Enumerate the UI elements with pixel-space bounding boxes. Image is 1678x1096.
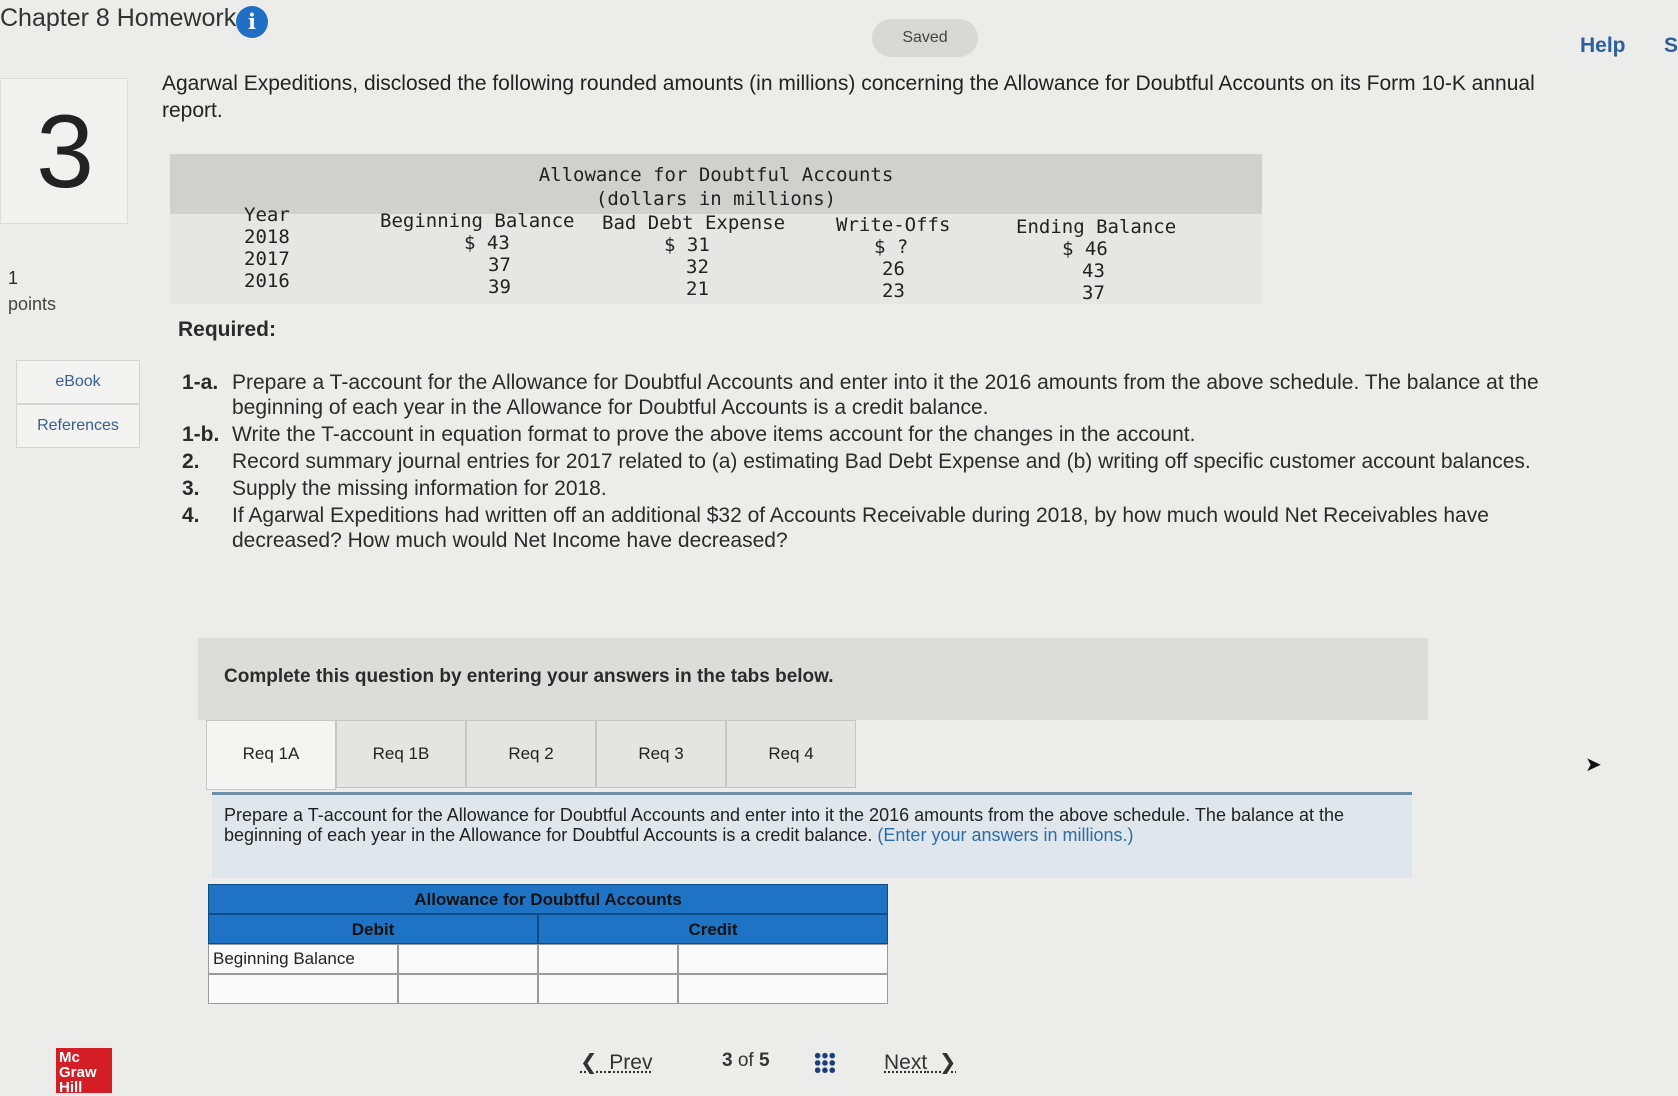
t-account-credit-header: Credit bbox=[538, 914, 888, 944]
required-item-number: 1-b. bbox=[182, 423, 220, 446]
schedule-cell: $ 31 bbox=[664, 234, 710, 256]
credit-amount-input[interactable] bbox=[678, 944, 888, 974]
schedule-cell: $ ? bbox=[874, 236, 909, 258]
schedule-cell: $ 43 bbox=[464, 232, 510, 254]
required-item bbox=[182, 370, 1582, 420]
credit-amount-input[interactable] bbox=[678, 974, 888, 1004]
question-number: 3 bbox=[36, 94, 94, 210]
schedule-cell: 37 bbox=[488, 254, 511, 276]
schedule-cell: 2018 bbox=[244, 226, 290, 248]
prev-button[interactable] bbox=[580, 1050, 652, 1075]
schedule-header-ending: Ending Balance bbox=[1016, 216, 1177, 238]
question-intro: Agarwal Expeditions, disclosed the following rounded amounts (in millions) concerning the Allowance for Doubtful Accounts on its Form 10-K annual report. bbox=[162, 72, 1535, 122]
schedule-cell: 2017 bbox=[244, 248, 290, 270]
tabs-instruction-panel bbox=[198, 638, 1428, 720]
credit-label-input[interactable] bbox=[538, 974, 678, 1004]
instructions-note: (Enter your answers in millions.) bbox=[877, 825, 1134, 845]
tab-req-4[interactable]: Req 4 bbox=[726, 720, 856, 788]
credit-label-field[interactable] bbox=[539, 945, 677, 973]
required-list bbox=[182, 370, 1582, 555]
ebook-button[interactable]: eBook bbox=[16, 360, 140, 404]
tab-req-1b[interactable]: Req 1B bbox=[336, 720, 466, 788]
question-number-box bbox=[0, 78, 128, 224]
credit-amount-field[interactable] bbox=[679, 945, 887, 973]
required-item-text: Prepare a T-account for the Allowance for Doubtful Accounts and enter into it the 2016 amounts from the above schedule. The balance at the beginning of each year in the Allowance for Doubtful Accounts is a credit balance. bbox=[232, 371, 1539, 419]
schedule-subtitle: (dollars in millions) bbox=[595, 188, 837, 210]
info-icon[interactable]: i bbox=[236, 6, 268, 38]
schedule-header-year: Year bbox=[244, 204, 290, 226]
debit-amount-input[interactable] bbox=[398, 944, 538, 974]
assignment-title: Chapter 8 Homework bbox=[0, 4, 237, 32]
grid-icon[interactable] bbox=[814, 1052, 836, 1074]
schedule-cell: 26 bbox=[882, 258, 905, 280]
required-item bbox=[182, 503, 1582, 553]
prev-label: Prev bbox=[609, 1051, 653, 1074]
required-heading: Required: bbox=[178, 318, 277, 341]
chevron-right-icon: ❯ bbox=[927, 1051, 957, 1074]
publisher-logo: Mc Graw Hill bbox=[56, 1048, 112, 1093]
of-label: of bbox=[737, 1050, 754, 1071]
references-button[interactable]: References bbox=[16, 404, 140, 448]
t-account-debit-header: Debit bbox=[208, 914, 538, 944]
t-account-title: Allowance for Doubtful Accounts bbox=[208, 884, 888, 914]
required-item-text: Supply the missing information for 2018. bbox=[232, 477, 607, 500]
next-button[interactable] bbox=[884, 1050, 956, 1075]
schedule-cell: 2016 bbox=[244, 270, 290, 292]
required-item-number: 2. bbox=[182, 450, 200, 473]
schedule-header-write-offs: Write-Offs bbox=[836, 214, 951, 236]
left-rail bbox=[0, 60, 150, 1093]
schedule-title: Allowance for Doubtful Accounts bbox=[538, 164, 894, 186]
required-item-text: Record summary journal entries for 2017 related to (a) estimating Bad Debt Expense and (b) writing off specific customer account balances. bbox=[232, 450, 1531, 473]
points-value: 1 bbox=[8, 268, 19, 288]
schedule-cell: 32 bbox=[686, 256, 709, 278]
main-content bbox=[162, 0, 1582, 1093]
schedule-cell: 37 bbox=[1082, 282, 1105, 304]
required-item-number: 4. bbox=[182, 504, 200, 527]
tabs-instruction-text: Complete this question by entering your answers in the tabs below. bbox=[224, 666, 834, 687]
schedule-cell: 21 bbox=[686, 278, 709, 300]
chevron-left-icon: ❮ bbox=[580, 1051, 610, 1074]
schedule-cell: 23 bbox=[882, 280, 905, 302]
schedule-cell: $ 46 bbox=[1062, 238, 1108, 260]
tab-instructions bbox=[212, 792, 1412, 878]
debit-label-field[interactable] bbox=[209, 975, 397, 1003]
credit-label-field[interactable] bbox=[539, 975, 677, 1003]
t-account bbox=[208, 884, 888, 1002]
current-page: 3 bbox=[722, 1050, 733, 1071]
schedule-cell: 43 bbox=[1082, 260, 1105, 282]
mouse-cursor-icon: ➤ bbox=[1585, 754, 1602, 776]
allowance-schedule-table bbox=[170, 154, 1262, 304]
required-item bbox=[182, 449, 1582, 474]
tab-req-3[interactable]: Req 3 bbox=[596, 720, 726, 788]
saved-status-badge: Saved bbox=[872, 19, 978, 57]
required-item-text: If Agarwal Expeditions had written off an additional $32 of Accounts Receivable during 2018, by how much would Net Receivables have decreased? How much would Net Income have decreased? bbox=[232, 504, 1489, 552]
instructions-text: Prepare a T-account for the Allowance for Doubtful Accounts and enter into it the 2016 amounts from the above schedule. The balance at the beginning of each year in the Allowance for Doubtful Accounts is a credit balance. bbox=[224, 805, 1345, 845]
required-item-number: 3. bbox=[182, 477, 200, 500]
debit-amount-field[interactable] bbox=[399, 945, 537, 973]
required-item bbox=[182, 422, 1582, 447]
tab-req-1a[interactable]: Req 1A bbox=[206, 720, 336, 790]
points-label: points bbox=[8, 294, 57, 314]
required-item-number: 1-a. bbox=[182, 371, 219, 394]
help-link[interactable]: Help bbox=[1580, 34, 1626, 57]
debit-amount-input[interactable] bbox=[398, 974, 538, 1004]
schedule-header-beginning: Beginning Balance bbox=[380, 210, 575, 232]
schedule-cell: 39 bbox=[488, 276, 511, 298]
schedule-header-bad-debt: Bad Debt Expense bbox=[602, 212, 786, 234]
page-counter bbox=[722, 1050, 770, 1072]
debit-label-input[interactable] bbox=[208, 974, 398, 1004]
total-pages: 5 bbox=[759, 1050, 770, 1071]
save-exit-link[interactable]: S bbox=[1664, 34, 1678, 57]
question-pager bbox=[580, 1040, 1080, 1090]
credit-amount-field[interactable] bbox=[679, 975, 887, 1003]
t-account-row-label: Beginning Balance bbox=[208, 944, 398, 974]
next-label: Next bbox=[884, 1051, 928, 1074]
required-item bbox=[182, 476, 1582, 501]
credit-label-input[interactable] bbox=[538, 944, 678, 974]
required-item-text: Write the T-account in equation format to prove the above items account for the changes in the account. bbox=[232, 423, 1196, 446]
debit-amount-field[interactable] bbox=[399, 975, 537, 1003]
tab-req-2[interactable]: Req 2 bbox=[466, 720, 596, 788]
